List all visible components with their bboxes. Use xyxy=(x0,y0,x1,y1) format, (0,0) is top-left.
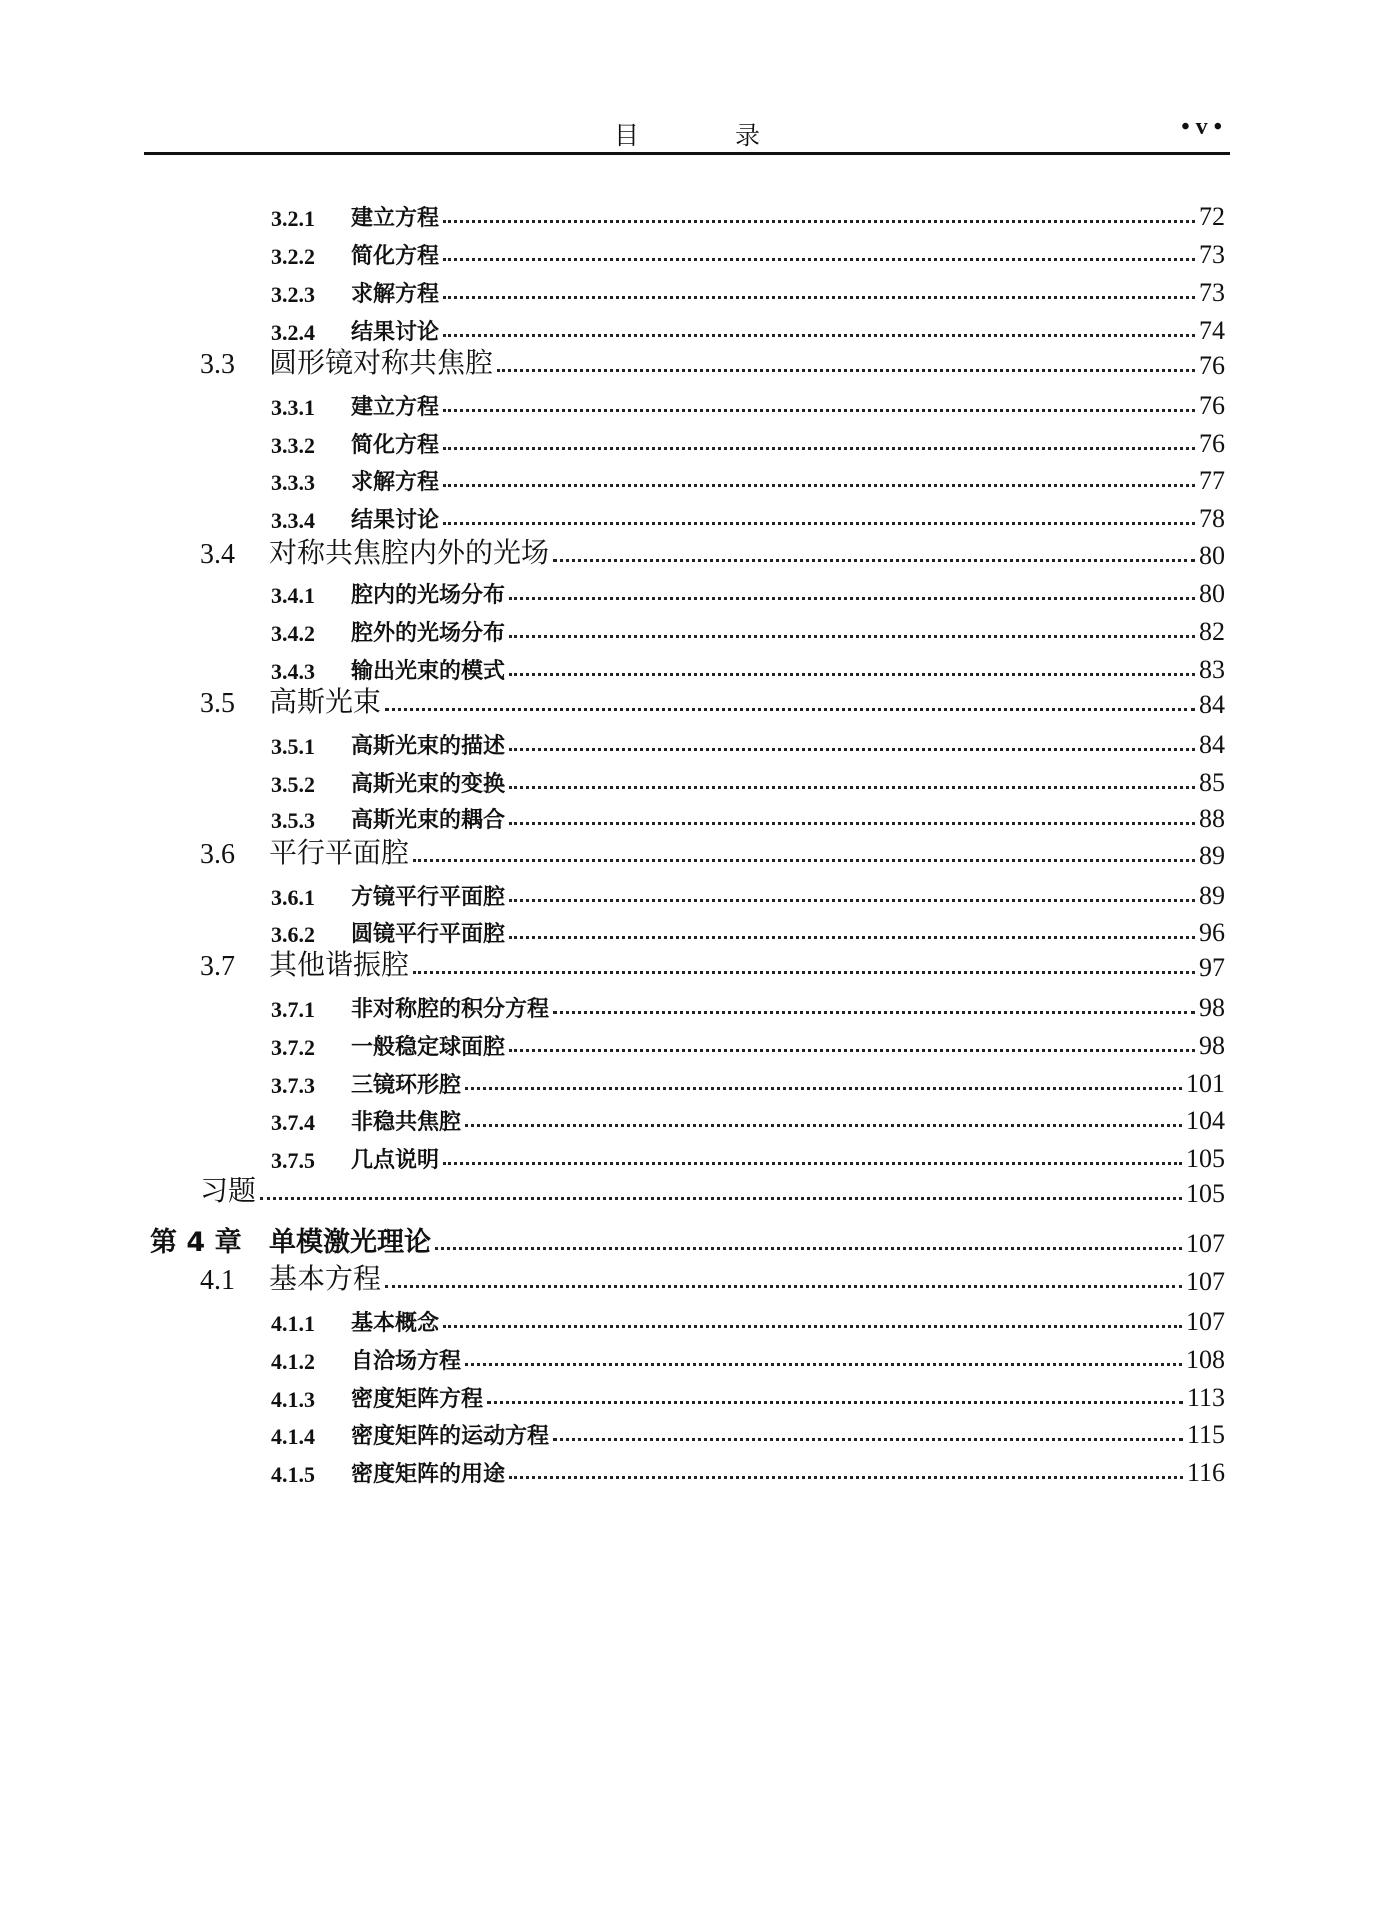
toc-entry-page: 76 xyxy=(1199,429,1225,458)
toc-entry[interactable] xyxy=(144,835,1225,871)
toc-entry-title: 简化方程 xyxy=(351,244,440,269)
header-divider xyxy=(144,152,1230,155)
toc-entry-title: 非对称腔的积分方程 xyxy=(351,997,550,1022)
toc-entry-number: 3.4 xyxy=(200,539,235,570)
toc-entry-title: 习题 xyxy=(200,1174,257,1207)
toc-entry-title: 腔外的光场分布 xyxy=(351,621,506,646)
toc-entry-number: 4.1.2 xyxy=(271,1349,315,1374)
toc-entry-number: 4.1 xyxy=(200,1265,235,1296)
toc-entry-page: 88 xyxy=(1199,804,1225,833)
toc-entry-page: 104 xyxy=(1186,1106,1225,1135)
toc-entry[interactable] xyxy=(144,535,1225,571)
toc-entry[interactable] xyxy=(144,724,1225,760)
toc-entry-page: 96 xyxy=(1199,918,1225,947)
toc-entry-page: 80 xyxy=(1199,541,1225,570)
toc-entry-number: 3.2.1 xyxy=(271,206,315,231)
toc-entry-number: 3.2.2 xyxy=(271,244,315,269)
toc-entry-number: 3.5 xyxy=(200,688,235,719)
page-title: 目 录 xyxy=(614,121,804,150)
dot-leader xyxy=(509,1476,1183,1479)
toc-entry-title: 求解方程 xyxy=(351,282,440,307)
toc-entry-number: 3.6.2 xyxy=(271,922,315,947)
dot-leader xyxy=(465,1363,1182,1366)
toc-entry[interactable] xyxy=(144,1452,1225,1488)
toc-entry-page: 78 xyxy=(1199,504,1225,533)
toc-entry-number: 4.1.5 xyxy=(271,1462,315,1487)
toc-entry-page: 113 xyxy=(1186,1383,1225,1412)
dot-leader xyxy=(509,748,1195,751)
toc-entry[interactable] xyxy=(144,1261,1225,1297)
dot-leader xyxy=(385,708,1195,711)
dot-leader xyxy=(509,635,1195,638)
toc-entry-page: 105 xyxy=(1186,1144,1225,1173)
toc-entry-title: 输出光束的模式 xyxy=(351,659,506,684)
dot-leader xyxy=(443,258,1195,261)
toc-entry[interactable] xyxy=(144,1173,1225,1209)
toc-entry[interactable] xyxy=(144,345,1225,381)
toc-entry-number: 3.3.2 xyxy=(271,433,315,458)
toc-entry-number: 3.7.5 xyxy=(271,1148,315,1173)
toc-entry-page: 89 xyxy=(1199,881,1225,910)
toc-entry-page: 72 xyxy=(1199,202,1225,231)
toc-entry[interactable] xyxy=(144,611,1225,647)
toc-entry-number: 3.5.1 xyxy=(271,734,315,759)
toc-entry-page: 74 xyxy=(1199,316,1225,345)
toc-entry-number: 3.6 xyxy=(200,839,235,870)
page-number: • v • xyxy=(1181,114,1222,140)
toc-entry[interactable] xyxy=(144,684,1225,720)
dot-leader xyxy=(465,1124,1182,1127)
toc-entry-number: 3.4.1 xyxy=(271,583,315,608)
dot-leader xyxy=(487,1401,1183,1404)
toc-entry-number: 3.4.2 xyxy=(271,621,315,646)
dot-leader xyxy=(509,936,1195,939)
toc-entry-number: 3.5.2 xyxy=(271,772,315,797)
toc-entry-title: 密度矩阵方程 xyxy=(351,1387,484,1412)
toc-entry-number: 3.7 xyxy=(200,951,235,982)
toc-entry-number: 3.7.4 xyxy=(271,1110,315,1135)
toc-entry[interactable] xyxy=(144,987,1225,1023)
toc-entry-page: 107 xyxy=(1186,1307,1225,1336)
toc-entry-number: 3.3.3 xyxy=(271,470,315,495)
dot-leader xyxy=(385,1285,1182,1288)
toc-entry-number: 3.7.2 xyxy=(271,1035,315,1060)
toc-entry-title: 密度矩阵的用途 xyxy=(351,1462,506,1487)
toc-entry-page: 76 xyxy=(1199,391,1225,420)
toc-entry[interactable] xyxy=(144,947,1225,983)
toc-entry[interactable] xyxy=(144,798,1225,834)
dot-leader xyxy=(509,1049,1195,1052)
toc-entry-page: 105 xyxy=(1186,1179,1225,1208)
toc-entry[interactable] xyxy=(144,234,1225,270)
toc-entry[interactable] xyxy=(144,1025,1225,1061)
toc-entry[interactable] xyxy=(144,1414,1225,1450)
toc-entry-page: 80 xyxy=(1199,579,1225,608)
toc-entry-page: 89 xyxy=(1199,841,1225,870)
dot-leader xyxy=(443,522,1195,525)
toc-entry-title: 腔内的光场分布 xyxy=(351,583,506,608)
toc-entry-title: 对称共焦腔内外的光场 xyxy=(269,536,550,569)
toc-entry-title: 密度矩阵的运动方程 xyxy=(351,1424,550,1449)
dot-leader xyxy=(443,409,1195,412)
toc-entry-number: 3.6.1 xyxy=(271,885,315,910)
toc-entry-number: 3.2.3 xyxy=(271,282,315,307)
toc-entry[interactable] xyxy=(144,498,1225,534)
toc-entry-title: 圆形镜对称共焦腔 xyxy=(269,346,494,379)
toc-entry-title: 方镜平行平面腔 xyxy=(351,885,506,910)
toc-entry-title: 求解方程 xyxy=(351,470,440,495)
toc-entry-title: 三镜环形腔 xyxy=(351,1073,462,1098)
toc-entry-page: 101 xyxy=(1186,1069,1225,1098)
dot-leader xyxy=(443,484,1195,487)
toc-entry-number: 3.3.1 xyxy=(271,395,315,420)
toc-entry-title: 一般稳定球面腔 xyxy=(351,1035,506,1060)
dot-leader xyxy=(413,859,1195,862)
dot-leader xyxy=(443,334,1195,337)
toc-entry-page: 116 xyxy=(1186,1458,1225,1487)
toc-entry-page: 85 xyxy=(1199,768,1225,797)
toc-entry-number: 3.7.1 xyxy=(271,997,315,1022)
toc-entry-page: 76 xyxy=(1199,351,1225,380)
toc-entry-title: 非稳共焦腔 xyxy=(351,1110,462,1135)
toc-entry-page: 115 xyxy=(1186,1420,1225,1449)
toc-entry-page: 73 xyxy=(1199,278,1225,307)
dot-leader xyxy=(443,296,1195,299)
dot-leader xyxy=(553,1011,1195,1014)
dot-leader xyxy=(413,971,1195,974)
toc-entry-page: 84 xyxy=(1199,690,1225,719)
toc-entry-page: 82 xyxy=(1199,617,1225,646)
toc-entry-number: 4.1.3 xyxy=(271,1387,315,1412)
toc-entry-number: 3.2.4 xyxy=(271,320,315,345)
toc-entry-number: 4.1.1 xyxy=(271,1311,315,1336)
toc-entry-title: 基本方程 xyxy=(269,1262,382,1295)
dot-leader xyxy=(509,899,1195,902)
toc-entry-page: 107 xyxy=(1186,1267,1225,1296)
toc-entry-title: 结果讨论 xyxy=(351,320,440,345)
toc-entry-title: 平行平面腔 xyxy=(269,836,410,869)
toc-entry[interactable] xyxy=(144,1223,1225,1259)
dot-leader xyxy=(443,1325,1182,1328)
toc-entry[interactable] xyxy=(144,1063,1225,1099)
toc-entry[interactable] xyxy=(144,1138,1225,1174)
toc-entry[interactable] xyxy=(144,423,1225,459)
dot-leader xyxy=(443,1162,1182,1165)
toc-entry[interactable] xyxy=(144,272,1225,308)
toc-entry-page: 97 xyxy=(1199,953,1225,982)
toc-entry-page: 83 xyxy=(1199,655,1225,684)
dot-leader xyxy=(553,559,1195,562)
toc-entry-page: 98 xyxy=(1199,993,1225,1022)
toc-entry-number: 3.3 xyxy=(200,349,235,380)
toc-entry-title: 几点说明 xyxy=(351,1148,440,1173)
toc-entry[interactable] xyxy=(144,573,1225,609)
dot-leader xyxy=(443,220,1195,223)
toc-entry[interactable] xyxy=(144,762,1225,798)
toc-entry-number: 3.7.3 xyxy=(271,1073,315,1098)
dot-leader xyxy=(509,673,1195,676)
toc-entry-title: 圆镜平行平面腔 xyxy=(351,922,506,947)
toc-entry-title: 结果讨论 xyxy=(351,508,440,533)
toc-entry-title: 高斯光束的变换 xyxy=(351,772,506,797)
toc-entry[interactable] xyxy=(144,1339,1225,1375)
toc-entry-title: 高斯光束 xyxy=(269,685,382,718)
dot-leader xyxy=(260,1197,1182,1200)
toc-entry[interactable] xyxy=(144,385,1225,421)
toc-entry-number: 3.5.3 xyxy=(271,808,315,833)
toc-entry-number: 3.4.3 xyxy=(271,659,315,684)
toc-entry-title: 高斯光束的耦合 xyxy=(351,808,506,833)
dot-leader xyxy=(509,786,1195,789)
dot-leader xyxy=(509,822,1195,825)
page-header xyxy=(144,112,1230,152)
toc-entry-page: 77 xyxy=(1199,466,1225,495)
toc-entry[interactable] xyxy=(144,1100,1225,1136)
toc-entry-page: 107 xyxy=(1186,1229,1225,1258)
toc-entry-page: 73 xyxy=(1199,240,1225,269)
toc-entry-title: 高斯光束的描述 xyxy=(351,734,506,759)
toc-entry-number: 第 4 章 xyxy=(150,1227,242,1258)
toc-entry-page: 108 xyxy=(1186,1345,1225,1374)
toc-entry[interactable] xyxy=(144,1301,1225,1337)
toc-entry-title: 其他谐振腔 xyxy=(269,948,410,981)
toc-entry-title: 建立方程 xyxy=(351,395,440,420)
toc-entry-title: 简化方程 xyxy=(351,433,440,458)
toc-entry-title: 建立方程 xyxy=(351,206,440,231)
toc-entry-page: 84 xyxy=(1199,730,1225,759)
toc-entry[interactable] xyxy=(144,196,1225,232)
dot-leader xyxy=(553,1438,1183,1441)
toc-entry-title: 自洽场方程 xyxy=(351,1349,462,1374)
toc-entry[interactable] xyxy=(144,875,1225,911)
dot-leader xyxy=(443,447,1195,450)
toc-entry-title: 基本概念 xyxy=(351,1311,440,1336)
dot-leader xyxy=(509,597,1195,600)
toc-entry-title: 单模激光理论 xyxy=(269,1227,431,1258)
toc-entry[interactable] xyxy=(144,1377,1225,1413)
dot-leader xyxy=(497,369,1195,372)
dot-leader xyxy=(465,1087,1182,1090)
dot-leader xyxy=(435,1247,1182,1250)
toc-entry[interactable] xyxy=(144,460,1225,496)
toc-entry-number: 3.3.4 xyxy=(271,508,315,533)
toc-entry-number: 4.1.4 xyxy=(271,1424,315,1449)
toc-entry-page: 98 xyxy=(1199,1031,1225,1060)
